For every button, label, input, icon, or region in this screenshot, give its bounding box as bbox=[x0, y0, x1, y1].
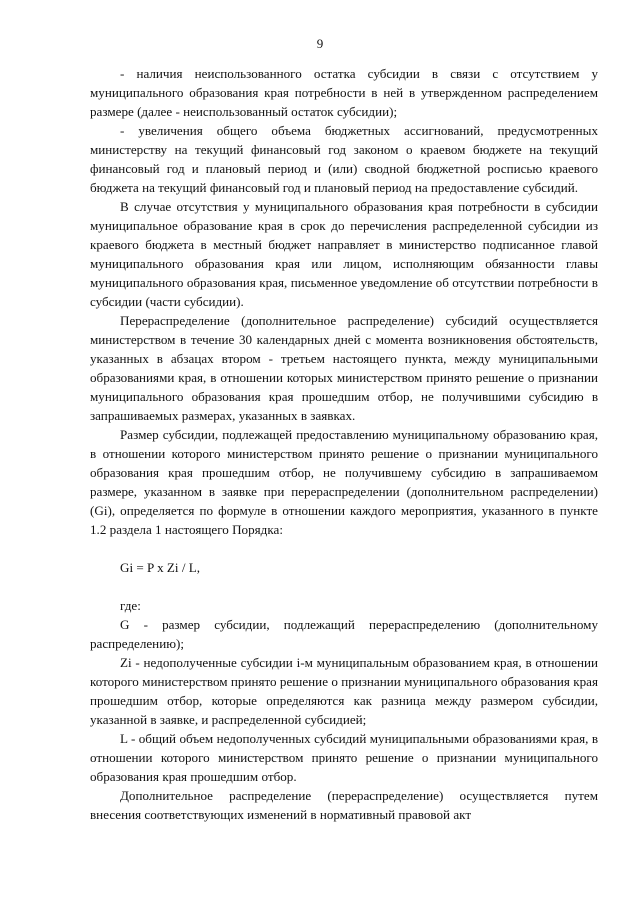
formula: Gi = P x Zi / L, bbox=[120, 560, 201, 575]
paragraph-no-need-notice: В случае отсутствия у муниципального образования края потребности в субсидии муниципальное образование края в срок до перечисления распределенной субсидии из краевого бюджета в местный бюджет направляет в министерство подписанное главой муниципального образования края или лицом, исполняющим обязанности главы муниципального образования края, письменное уведомление об отсутствии потребности в субсидии (части субсидии). bbox=[90, 199, 598, 309]
paragraph-budget-increase: - увеличения общего объема бюджетных ассигнований, предусмотренных министерству на текущий финансовый год законом о краевом бюджете на текущий финансовый год и плановый период и (или) сводной бюджетной росписью краевого бюджета на текущий финансовый год и плановый период на предоставление субсидий. bbox=[90, 123, 598, 195]
paragraph-subsidy-size: Размер субсидии, подлежащей предоставлению муниципальному образованию края, в отношении которого министерством принято решение о признании муниципального образования края прошедшим отбор, не получившему субсидию в запрашиваемом размере, указанном в заявке при перераспределении (дополнительном распределении) (Gi), определяется по формуле в отношении каждого мероприятия, указанного в пункте 1.2 раздела 1 настоящего Порядка: bbox=[90, 427, 598, 537]
where-label: где: bbox=[120, 598, 141, 613]
document-body bbox=[90, 64, 598, 824]
paragraph-unused-balance: - наличия неиспользованного остатка субсидии в связи с отсутствием у муниципального образования края потребности в ней в утвержденном распределением размере (далее - неиспользованный остаток субсидии); bbox=[90, 66, 598, 119]
definition-g: G - размер субсидии, подлежащий перераспределению (дополнительному распределению); bbox=[90, 617, 598, 651]
paragraph-redistribution: Перераспределение (дополнительное распределение) субсидий осуществляется министерством в течение 30 календарных дней с момента возникновения обстоятельств, указанных в абзацах втором - третьем настоящего пункта, между муниципальными образованиями края, в отношении которых министерством принято решение о признании муниципального образования края прошедшим отбор, не получившими субсидию в запрашиваемых размерах, указанных в заявках. bbox=[90, 313, 598, 423]
paragraph-additional-distribution: Дополнительное распределение (перераспределение) осуществляется путем внесения соответствующих изменений в нормативный правовой акт bbox=[90, 788, 598, 822]
definition-zi: Zi - недополученные субсидии i-м муниципальным образованием края, в отношении которого министерством принято решение о признании муниципального образования края прошедшим отбор, которые определяются как разница между размером субсидии, указанной в заявке, и распределенной субсидией; bbox=[90, 655, 598, 727]
definition-l: L - общий объем недополученных субсидий муниципальными образованиями края, в отношении которого министерством принято решение о признании муниципального образования края прошедшим отбор. bbox=[90, 731, 598, 784]
page-number: 9 bbox=[316, 36, 324, 51]
